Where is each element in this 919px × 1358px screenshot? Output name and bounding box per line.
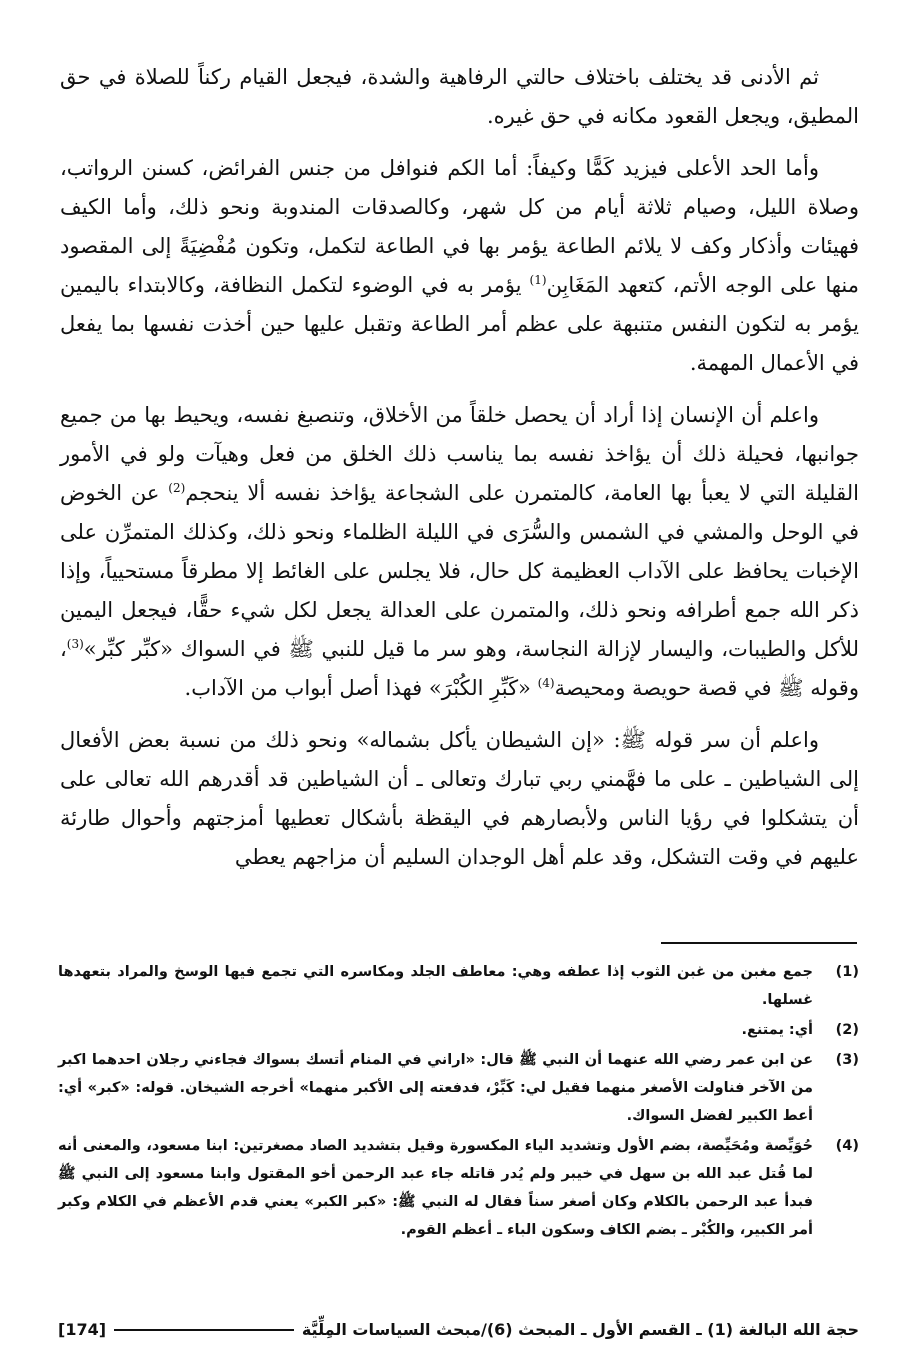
page-footer [58, 1320, 859, 1339]
footnotes [58, 958, 859, 1246]
footnote-number: (4) [835, 1138, 859, 1154]
paragraph-text: «كَبِّرِ الكُبْرَ» فهذا أصل أبواب من الآداب. [184, 676, 538, 700]
paragraph-text: عن الخوض في الوحل والمشي في الشمس والسُّرَى في الليلة الظلماء ونحو ذلك، وكذلك المتمرِّن على الإخبات يحافظ على الآداب العظيمة كل حال، فلا يجلس على الغائط إلا مطرقاً مستحيياً، وإذا ذكر الله جمع أطرافه ونحو ذلك، والمتمرن على العدالة يجعل لكل شيء حقًّا، فيجعل اليمين للأكل والطيبات، واليسار لإزالة النجاسة، وهو سر ما قيل للنبي ﷺ في السواك «كبِّر كبِّر» [60, 481, 859, 661]
paragraph-text: وأما الحد الأعلى فيزيد كَمًّا وكيفاً: أما الكم فنوافل من جنس الفرائض، كسنن الرواتب، وصلاة الليل، وصيام ثلاثة أيام من كل شهر، وكالصدقات المندوبة ونحو ذلك، وأما الكيف فهيئات وأذكار وكف لا يلائم الطاعة يؤمر بها في الطاعة لتكمل، وتكون مُفْضِيَةً إلى المقصود منها على الوجه الأتم، كتعهد المَغَابِن [60, 156, 859, 297]
footnote-number: (2) [835, 1022, 859, 1038]
footnote [58, 1016, 859, 1044]
paragraph-text: ثم الأدنى قد يختلف باختلاف حالتي الرفاهية والشدة، فيجعل القيام ركناً للصلاة في حق المطيق، ويجعل القعود مكانه في حق غيره. [60, 65, 859, 128]
footnote-text: عن ابن عمر رضي الله عنهما أن النبي ﷺ قال: «اراني في المنام أتسك بسواك فجاءني رجلان احدهما اكبر من الآخر فناولت الأصغر منهما فقيل لي: كَبِّرْ، فدفعته إلى الأكبر منهما» أخرجه الشيخان. قوله: «كبر» أي: أعط الكبير لفضل السواك. [58, 1052, 813, 1124]
footnote-ref[interactable]: (3) [66, 637, 84, 651]
footnote-number: (3) [835, 1052, 859, 1068]
footnote-text: حُوَيِّصة ومُحَيِّصة، بضم الأول وتشديد الياء المكسورة وقيل بتشديد الصاد مصغرتين: ابنا مسعود، والمعنى أنه لما قُتل عبد الله بن سهل في خيبر ولم يُدر قاتله جاء عبد الرحمن أخو المقتول وابنا مسعود إلى النبي ﷺ فبدأ عبد الرحمن بالكلام وكان أصغر سناً فقال له النبي ﷺ: «كبر الكبر» يعني قدم الأعظم في الكلام وكبر أمر الكبير، والكُبْر ـ بضم الكاف وسكون الباء ـ أعظم القوم. [58, 1138, 813, 1238]
paragraph [60, 721, 859, 877]
running-title: حجة الله البالغة (1) ـ القسم الأول ـ المبحث (6)/مبحث السياسات المِلِّيَّة [301, 1320, 859, 1339]
footnote [58, 1132, 859, 1244]
main-text [60, 58, 859, 890]
page-number: [174] [58, 1320, 107, 1339]
footnote-ref[interactable]: (2) [168, 481, 186, 495]
paragraph-text: ، وقوله ﷺ في قصة حويصة ومحيصة [60, 637, 859, 700]
footnote [58, 958, 859, 1014]
paragraph-text: واعلم أن الإنسان إذا أراد أن يحصل خلقاً من الأخلاق، وتنصبغ نفسه، ويحيط بها من جميع جوانبها، فحيلة ذلك أن يؤاخذ نفسه بما يناسب ذلك الخلق من فعل وهيآت ولو في الأمور القليلة التي لا يعبأ بها العامة، كالمتمرن على الشجاعة يؤاخذ نفسه ألا ينحجم [60, 403, 859, 505]
footnote-number: (1) [835, 964, 859, 980]
footnote-text: أي: يمتنع. [741, 1022, 813, 1038]
footnote-text: جمع مغبن من غبن الثوب إذا عطفه وهي: معاطف الجلد ومكاسره التي تجمع فيها الوسخ والمراد بتعهدها غسلها. [58, 964, 813, 1008]
paragraph-text: واعلم أن سر قوله ﷺ: «إن الشيطان يأكل بشماله» ونحو ذلك من نسبة بعض الأفعال إلى الشياطين ـ على ما فهَّمني ربي تبارك وتعالى ـ أن الشياطين قد أقدرهم الله تعالى على أن يتشكلوا في رؤيا الناس ولأبصارهم في اليقظة بأشكال تعطيها أمزجتهم وأحوال طارئة عليهم في وقت التشكل، وقد علم أهل الوجدان السليم أن مزاجهم يعطي [60, 728, 859, 869]
paragraph-text: يؤمر به في الوضوء لتكمل النظافة، وكالابتداء باليمين يؤمر به لتكون النفس متنبهة على عظم أمر الطاعة وتقبل عليها حين أخذت نفسها بما يفعل في الأعمال المهمة. [60, 273, 859, 375]
footnote-ref[interactable]: (4) [537, 676, 555, 690]
paragraph [60, 396, 859, 708]
footnote-separator [661, 942, 857, 944]
footer-rule [114, 1329, 294, 1331]
footnote-ref[interactable]: (1) [529, 273, 547, 287]
paragraph [60, 149, 859, 383]
footnote [58, 1046, 859, 1130]
paragraph [60, 58, 859, 136]
